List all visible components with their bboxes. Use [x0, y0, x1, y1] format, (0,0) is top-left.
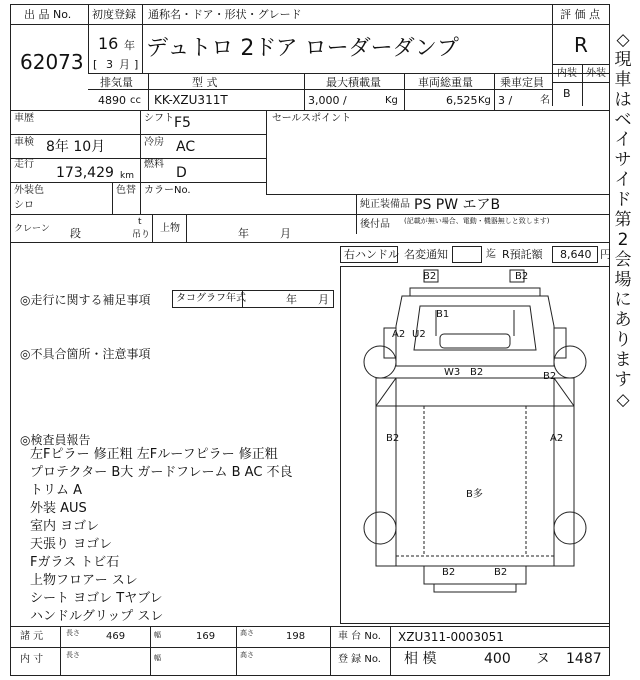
divider — [142, 4, 143, 73]
model-code: KK-XZU311T — [154, 93, 228, 107]
defect-label: ◎不具合箇所・注意事項 — [20, 347, 151, 361]
venue-banner: ◇現車はベイサイド第2会場にあります◇ — [614, 30, 632, 410]
mileage: 173,429 — [56, 165, 114, 181]
damage-label: B多 — [466, 489, 483, 500]
inner-height-label: 高さ — [240, 651, 254, 659]
interior-label: 内装 — [557, 68, 577, 79]
divider — [88, 4, 89, 73]
aftermarket-note: (記載が無い場合、電動・機器無しと致します) — [404, 217, 550, 225]
max-load: 3,000 / — [308, 94, 347, 107]
reg-kana: ヌ — [536, 651, 550, 667]
crane-label: クレーン — [14, 224, 50, 234]
capacity-label: 乗車定員 — [500, 76, 544, 89]
damage-label: A2 — [550, 433, 564, 444]
ext-color-label: 外装色 — [14, 185, 44, 196]
reg-month-open: [ — [93, 58, 98, 71]
history-label: 車歴 — [14, 113, 34, 124]
capacity-unit: 名 — [540, 95, 550, 106]
divider — [140, 182, 141, 214]
interior-score: B — [563, 87, 571, 100]
width-label: 幅 — [154, 631, 161, 639]
note-line: 外装 AUS — [30, 501, 87, 516]
ac: AC — [176, 139, 196, 155]
divider — [552, 82, 610, 83]
divider — [304, 73, 305, 110]
divider — [404, 73, 405, 110]
divider — [186, 214, 187, 242]
reg-notice-box — [452, 246, 482, 263]
inspection-label: 車検 — [14, 137, 34, 148]
tacho-year: 年 — [286, 293, 297, 306]
divider — [148, 73, 149, 110]
divider — [10, 626, 610, 627]
note-line: シート ヨゴレ Tヤブレ — [30, 591, 163, 606]
rhd: 右ハンドル — [344, 248, 399, 261]
divider — [112, 182, 113, 214]
tacho-month: 月 — [318, 293, 329, 306]
note-line: トリム A — [30, 483, 83, 498]
note-line: プロテクター B大 ガードフレーム B AC 不良 — [30, 465, 293, 480]
ext-color: シロ — [14, 200, 34, 211]
reg-month-close: ] — [134, 58, 139, 71]
displacement-label: 排気量 — [100, 76, 133, 89]
divider — [10, 134, 266, 135]
damage-label: B2 — [515, 271, 529, 282]
first-reg-label: 初度登録 — [92, 8, 136, 21]
reg-year: 16 — [98, 34, 119, 53]
damage-label: B2 — [470, 367, 484, 378]
note-line: 室内 ヨゴレ — [30, 519, 100, 534]
length: 469 — [106, 631, 126, 642]
gross-weight-label: 車両総重量 — [418, 76, 473, 89]
model-name: デュトロ 2ドア ローダーダンプ — [146, 36, 459, 61]
displacement: 4890 — [98, 94, 126, 107]
supplement-label: ◎走行に関する補足事項 — [20, 293, 151, 307]
capacity: 3 / — [498, 94, 513, 107]
ac-label: 冷房 — [144, 137, 164, 148]
divider — [494, 73, 495, 110]
gross-weight-unit: Kg — [478, 95, 491, 106]
dims-label: 諸 元 — [20, 631, 44, 642]
fuel: D — [176, 165, 187, 181]
reg-num: 1487 — [566, 651, 602, 667]
crane-ton: t — [138, 217, 142, 227]
aftermarket-label: 後付品 — [360, 219, 390, 230]
shift: F5 — [174, 115, 191, 131]
inspection: 8年 10月 — [46, 139, 106, 155]
divider — [552, 4, 553, 106]
damage-label: B2 — [386, 433, 400, 444]
divider — [140, 110, 141, 182]
r-label: R預託額 — [502, 248, 543, 261]
divider — [330, 626, 331, 676]
genuine-items: PS PW エアB — [414, 197, 501, 213]
inner-label: 内 寸 — [20, 654, 44, 665]
sales-point-label: セールスポイント — [272, 113, 352, 124]
height-label: 高さ — [240, 629, 254, 637]
divider — [266, 194, 610, 195]
divider — [266, 110, 267, 194]
damage-label: B2 — [423, 271, 437, 282]
inspector-notes — [30, 448, 293, 628]
mileage-label: 走行 — [14, 159, 34, 170]
note-line: 上物フロアー スレ — [30, 573, 138, 588]
damage-label: W3 — [444, 367, 461, 378]
chassis-no: XZU311-0003051 — [398, 630, 504, 644]
divider — [150, 626, 151, 676]
damage-label: B2 — [442, 567, 456, 578]
damage-label: U2 — [412, 329, 426, 340]
note-line: 天張り ヨゴレ — [30, 537, 113, 552]
damage-label: B2 — [543, 371, 557, 382]
divider — [10, 242, 610, 243]
lot-no: 62073 — [20, 50, 84, 74]
mileage-unit: km — [120, 171, 134, 181]
fuel-label: 燃料 — [144, 159, 164, 170]
crane-hang: 吊り — [132, 230, 151, 240]
inner-width-label: 幅 — [154, 654, 161, 662]
divider — [10, 647, 610, 648]
height: 198 — [286, 631, 306, 642]
model-code-label: 型 式 — [192, 76, 218, 89]
max-load-label: 最大積載量 — [326, 76, 381, 89]
note-line: ハンドルグリップ スレ — [30, 609, 164, 624]
divider — [10, 24, 610, 25]
grade-score: R — [574, 33, 588, 57]
divider — [152, 214, 153, 242]
divider — [10, 110, 610, 111]
grade-label: 評 価 点 — [560, 8, 600, 21]
upper-year: 年 — [238, 227, 249, 240]
genuine-label: 純正装備品 — [360, 199, 410, 210]
reg-area: 相 模 — [404, 651, 437, 667]
exterior-label: 外装 — [586, 68, 606, 79]
divider — [236, 626, 237, 676]
truck-diagram — [340, 266, 610, 624]
divider — [390, 626, 391, 676]
reg-year-unit: 年 — [124, 39, 135, 52]
damage-label: A2 — [392, 329, 406, 340]
tacho-label: タコグラフ年式 — [176, 293, 246, 304]
inspector-label: ◎検査員報告 — [20, 433, 91, 447]
displacement-unit: cc — [130, 95, 141, 106]
reg-class: 400 — [484, 651, 511, 667]
reg-no-label: 登 録 No. — [338, 654, 381, 665]
reg-notice-until: 迄 — [486, 249, 496, 260]
max-load-unit: Kg — [385, 95, 398, 106]
note-line: Fガラス トビ石 — [30, 555, 120, 570]
divider — [356, 194, 357, 234]
divider — [88, 73, 610, 74]
reg-month: 3 — [106, 58, 113, 71]
shift-label: シフト — [144, 113, 174, 124]
r-value: 8,640 — [560, 248, 592, 261]
r-unit: 円 — [600, 248, 611, 261]
divider — [60, 626, 61, 676]
color-no-label: カラーNo. — [144, 185, 191, 196]
divider — [10, 182, 266, 183]
note-line: 左Fピラー 修正粗 左Fルーフピラー 修正粗 — [30, 447, 278, 462]
reg-month-unit: 月 — [119, 58, 130, 71]
crane-stage: 段 — [70, 227, 81, 240]
divider — [10, 214, 610, 215]
gross-weight: 6,525 — [446, 94, 478, 107]
upper-month: 月 — [280, 227, 291, 240]
divider — [88, 89, 552, 90]
inner-length-label: 長さ — [66, 651, 80, 659]
length-label: 長さ — [66, 629, 80, 637]
divider — [552, 64, 610, 65]
color-change-label: 色替 — [116, 185, 136, 196]
name-label: 通称名・ドア・形状・グレード — [148, 8, 302, 21]
damage-label: B2 — [494, 567, 508, 578]
upper-label: 上物 — [160, 223, 180, 234]
divider — [10, 158, 266, 159]
divider — [582, 64, 583, 106]
damage-label: B1 — [436, 309, 450, 320]
width: 169 — [196, 631, 216, 642]
lot-no-label: 出 品 No. — [24, 8, 72, 21]
chassis-label: 車 台 No. — [338, 631, 381, 642]
reg-notice-label: 名変通知 — [404, 248, 448, 261]
